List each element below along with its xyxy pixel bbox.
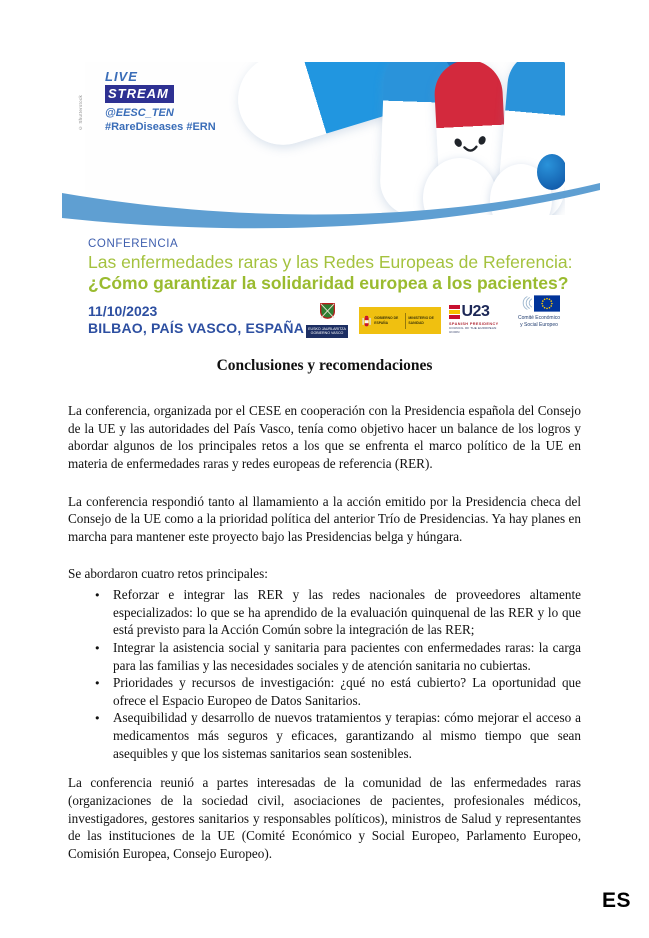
key-challenges-list [95, 586, 581, 762]
paragraph: La conferencia reunió a partes interesadas de la comunidad de las enfermedades raras (organizaciones de la sociedad civil, asociaciones de pacientes, profesionales médicos, investigadores, gestores sanitarios y responsables políticos), ministros de Salud y representantes de las instituciones de la UE (Comité Económico y Social Europeo, Parlamento Europeo, Comisión Europea, Consejo Europeo). [68, 775, 581, 861]
spain-logo-ministerio: MINISTERIO DE SANIDAD [408, 316, 434, 325]
list-item: ● Asequibilidad y desarrollo de nuevos tratamientos y terapias: cómo mejorar el acceso a medicamentos más seguros y eficaces, garantizando al mismo tiempo que sean asequibles y que los sistemas sanitarios sean sostenibles. [95, 709, 581, 762]
eu23-wordmark [449, 303, 507, 321]
kicker: CONFERENCIA [88, 238, 179, 250]
basque-logo-line1: EUSKO JAURLARITZA [308, 327, 346, 331]
conference-title-line1: Las enfermedades raras y las Redes Europeas de Referencia: [88, 252, 573, 272]
eu23-u23-text: U23 [461, 303, 490, 320]
conference-title-line2: ¿Cómo garantizar la solidaridad europea a los pacientes? [88, 273, 569, 293]
basque-crest-icon [319, 302, 336, 319]
conference-date: 11/10/2023 [88, 303, 158, 319]
eu23-presidency-logo [449, 303, 507, 334]
blue-pill-image [537, 154, 565, 190]
photo-credit: © Shutterstock [78, 95, 83, 131]
list-item: ● Reforzar e integrar las RER y las redes nacionales de proveedores altamente especializados: lo que se ha aprendido de la evaluación quinquenal de las RER y lo que está previsto para la Acción Común sobre la integración de las RER; [95, 586, 581, 639]
divider [405, 313, 406, 329]
paragraph: La conferencia respondió tanto al llamamiento a la acción emitido por la Presidencia checa del Consejo de la UE como a la prioridad política del anterior Trío de Presidencias. Ya hay planes en marcha para mantener este proyecto bajo las Presidencias belga y húngara. [68, 493, 581, 544]
paragraph: La conferencia, organizada por el CESE en cooperación con la Presidencia española del Consejo de la UE y las autoridades del País Vasco, tenía como objetivo hacer un balance de los logros y abordar algunos de los principales retos a los que se enfrenta el marco político de la UE en materia de enfermedades raras y redes europeas de referencia (RER). [68, 403, 581, 471]
document-heading: Conclusiones y recomendaciones [216, 357, 433, 374]
basque-logo-text [306, 325, 348, 338]
twitter-handle: @EESC_TEN [105, 107, 174, 119]
document-body [68, 357, 581, 882]
eu23-e-bars-icon [449, 305, 460, 318]
spain-coat-of-arms-icon [362, 313, 371, 329]
list-item: ● Integrar la asistencia social y sanitaria para pacientes con enfermedades raras: la carga para las familias y las necesidades sociales y de atención sanitaria no cubiertas. [95, 639, 581, 674]
eesc-logo [508, 294, 570, 328]
banner-photo [85, 62, 565, 215]
basque-logo-line2: GOBIERNO VASCO [310, 331, 344, 336]
list-intro: Se abordaron cuatro retos principales: [68, 566, 268, 582]
eu23-subtitle2: COUNCIL OF THE EUROPEAN UNION [449, 326, 497, 334]
eu-flag-icon [534, 295, 560, 312]
eesc-arcs-icon [519, 294, 532, 312]
spanish-government-logo [359, 307, 441, 334]
eesc-logo-text [508, 315, 570, 328]
stream-label: STREAM [105, 85, 174, 103]
livestream-block [105, 69, 216, 133]
hashtags: #RareDiseases #ERN [105, 121, 216, 133]
list-item: ● Prioridades y recursos de investigación: ¿qué no está cubierto? La oportunidad que ofrece el Espacio Europeo de Datos Sanitarios. [95, 674, 581, 709]
eu23-subtitle1: SPANISH PRESIDENCY [449, 322, 499, 326]
conference-location: BILBAO, PAÍS VASCO, ESPAÑA [88, 320, 304, 336]
language-badge: ES [602, 889, 632, 912]
live-label: LIVE [105, 69, 138, 84]
eesc-logo-line2: y Social Europeo [520, 321, 558, 328]
eesc-logo-line1: Comité Económico [518, 315, 560, 321]
spain-logo-gobierno: GOBIERNO DE ESPAÑA [374, 316, 399, 325]
basque-government-logo [306, 302, 348, 338]
